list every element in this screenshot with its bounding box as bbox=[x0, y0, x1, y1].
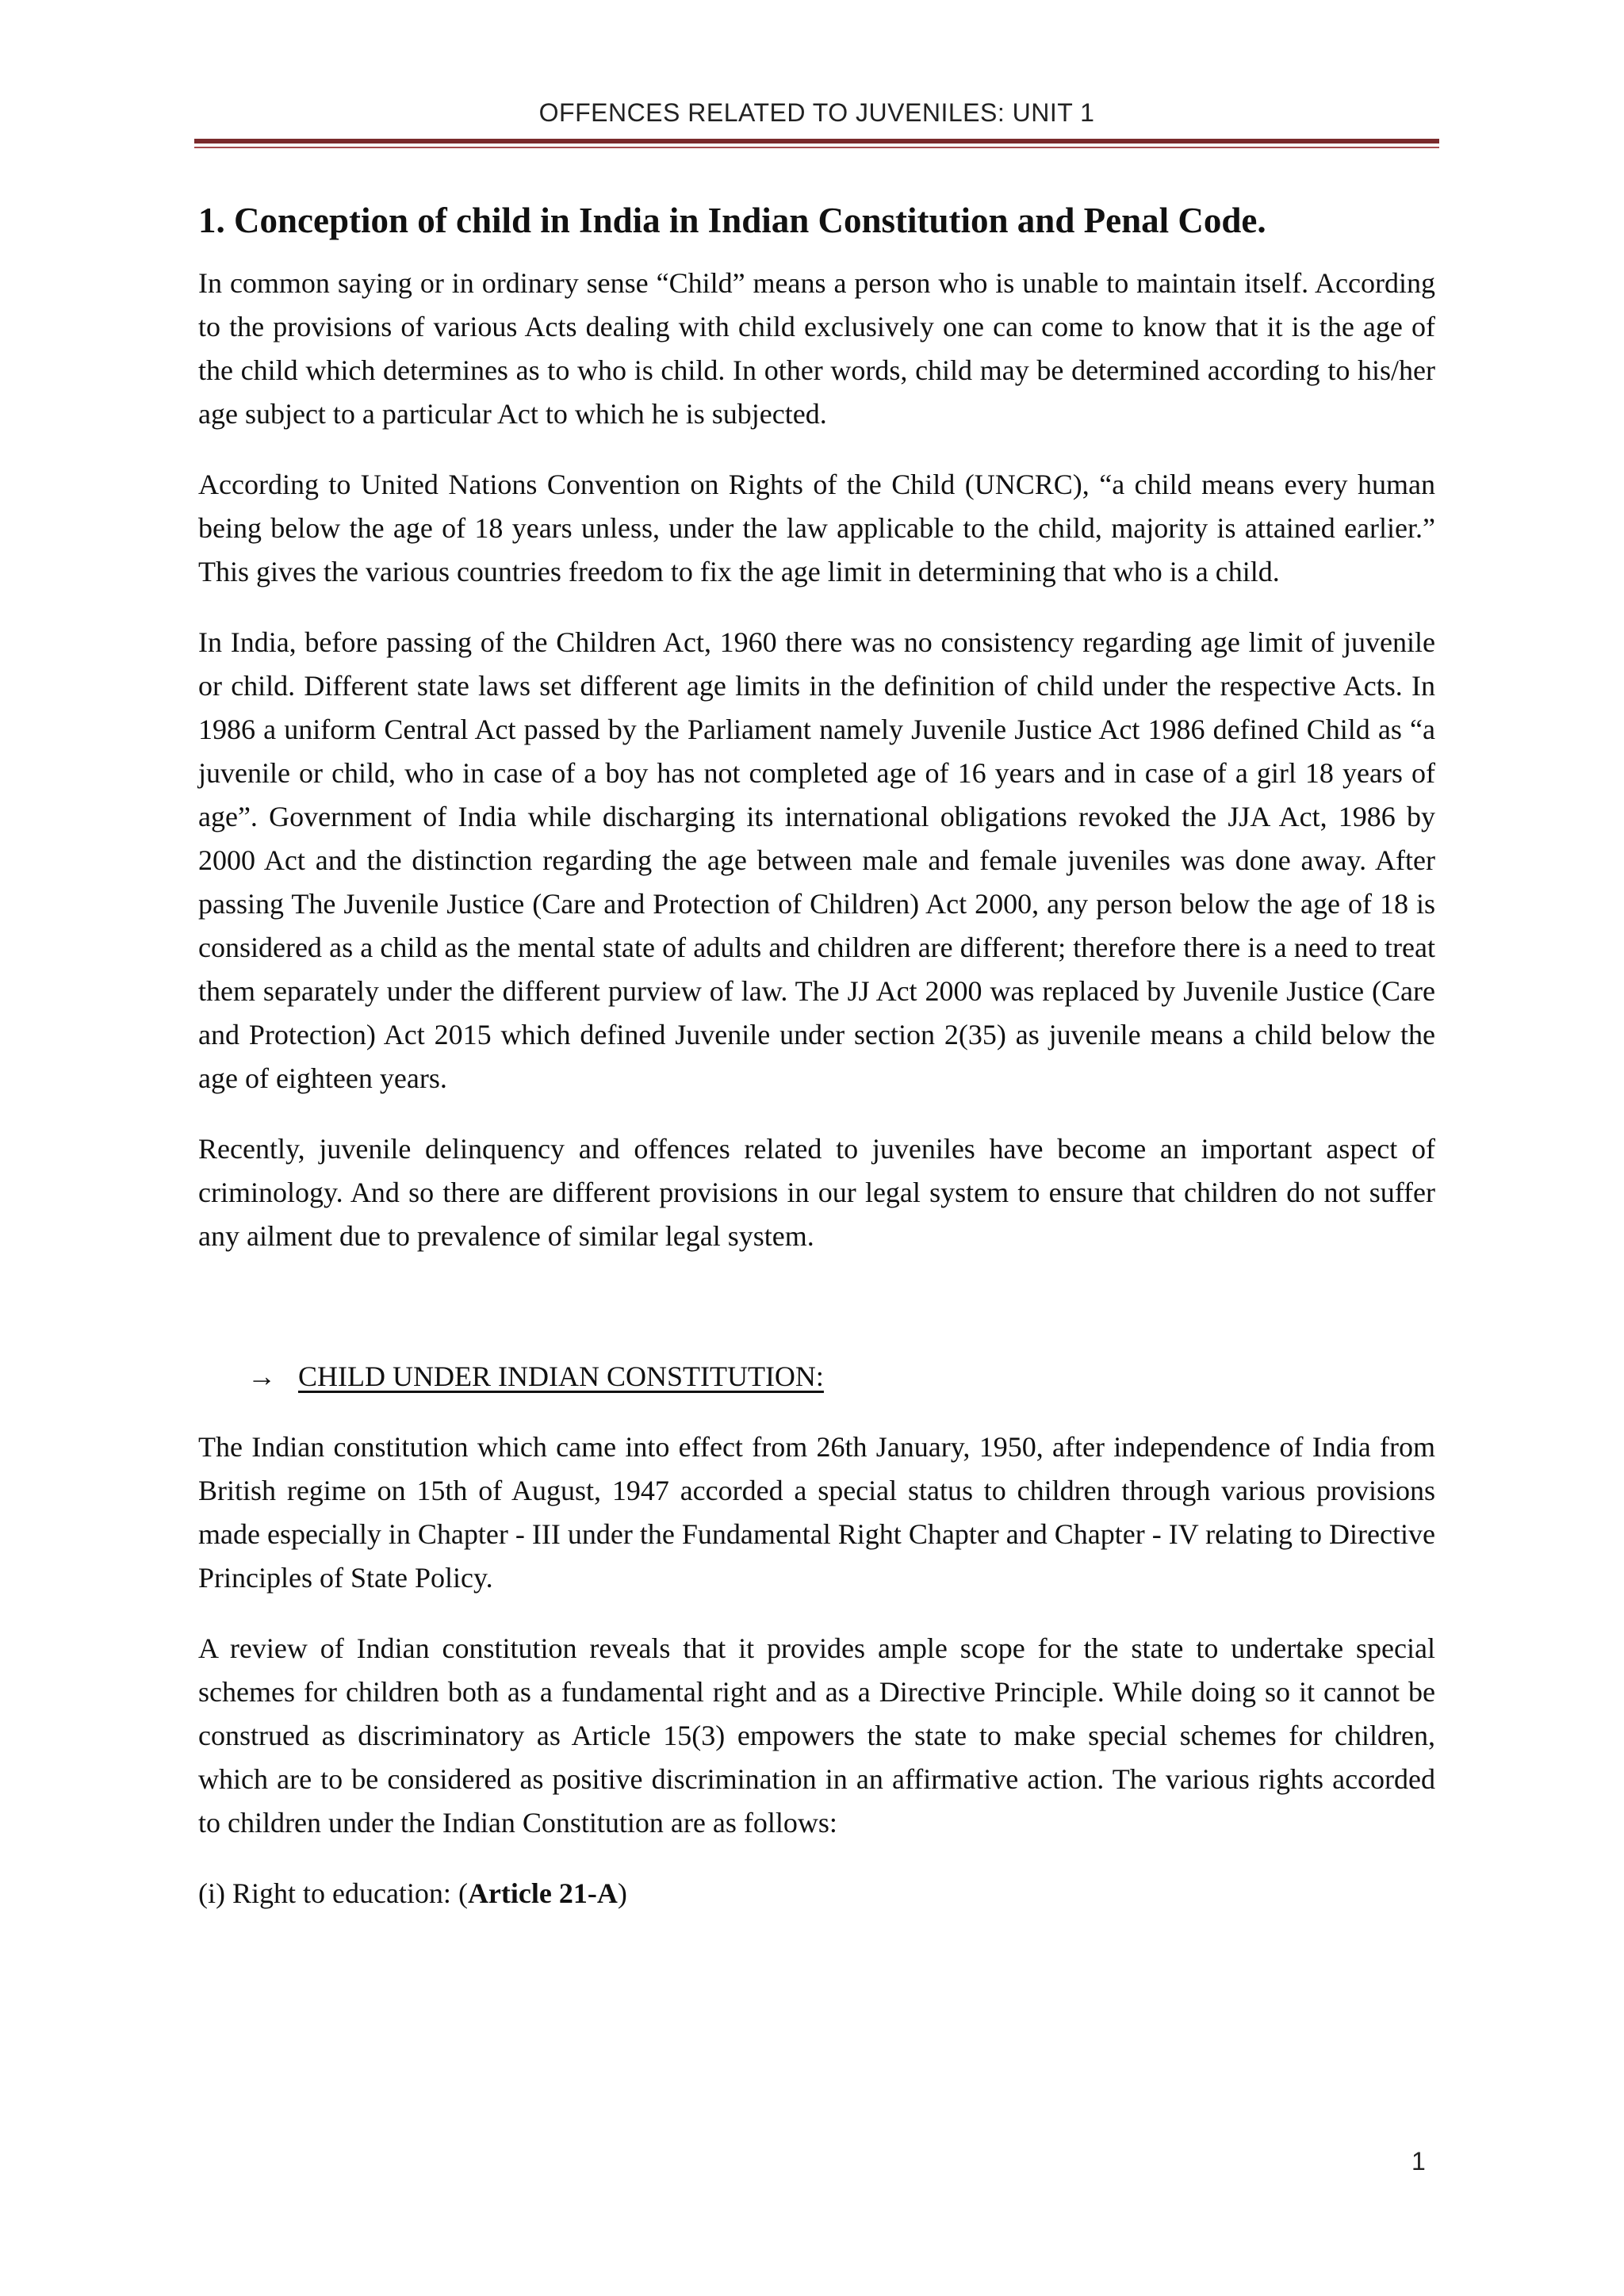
article-reference: Article 21-A bbox=[467, 1877, 618, 1909]
paragraph-constitution-review: A review of Indian constitution reveals that it provides ample scope for the state to undertake special schemes for children both as a fundamental right and as a Directive Principle. While doing so it cannot be construed as discriminatory as Article 15(3) empowers the state to make special schemes for children, which are to be considered as positive discrimination in an affirmative action. The various rights accorded to children under the Indian Constitution are as follows: bbox=[198, 1632, 1435, 1839]
paragraph-constitution-intro: The Indian constitution which came into effect from 26th January, 1950, after independence of India from British regime on 15th of August, 1947 accorded a special status to children through various provisions made especially in Chapter - III under the Fundamental Right Chapter and Chapter - IV relating to Directive Principles of State Policy. bbox=[198, 1431, 1435, 1594]
section-heading-label: CHILD UNDER INDIAN CONSTITUTION: bbox=[298, 1360, 824, 1392]
paragraph-uncrc: According to United Nations Convention on Rights of the Child (UNCRC), “a child means every human being below the age of 18 years unless, under the law applicable to the child, majority is attained earlier.” This gives the various countries freedom to fix the age limit in determining that who is a child. bbox=[198, 469, 1435, 587]
document-title: 1. Conception of child in India in Indian Constitution and Penal Code. bbox=[198, 201, 1266, 240]
list-item-suffix: ) bbox=[617, 1877, 627, 1909]
header-rule-thin bbox=[194, 147, 1439, 148]
running-header: OFFENCES RELATED TO JUVENILES: UNIT 1 bbox=[538, 98, 1095, 127]
header-rule-thick bbox=[194, 139, 1439, 144]
arrow-right-icon: → bbox=[247, 1360, 276, 1392]
list-item-prefix: (i) Right to education: ( bbox=[198, 1877, 468, 1909]
document-body bbox=[198, 197, 1435, 1942]
paragraph-recent: Recently, juvenile delinquency and offences related to juveniles have become an important aspect of criminology. And so there are different provisions in our legal system to ensure that children do not suffer any ailment due to prevalence of similar legal system. bbox=[198, 1133, 1435, 1252]
section-heading bbox=[198, 1355, 1435, 1399]
page-number: 1 bbox=[1411, 2147, 1426, 2175]
paragraph-india-history: In India, before passing of the Children Act, 1960 there was no consistency regarding age limit of juvenile or child. Different state laws set different age limits in the definition of child under the respective Acts. In 1986 a uniform Central Act passed by the Parliament namely Juvenile Justice Act 1986 defined Child as “a juvenile or child, who in case of a boy has not completed age of 16 years and in case of a girl 18 years of age”. Government of India while discharging its international obligations revoked the JJA Act, 1986 by 2000 Act and the distinction regarding the age between male and female juveniles was done away. After passing The Juvenile Justice (Care and Protection of Children) Act 2000, any person below the age of 18 is considered as a child as the mental state of adults and children are different; therefore there is a need to treat them separately under the different purview of law. The JJ Act 2000 was replaced by Juvenile Justice (Care and Protection) Act 2015 which defined Juvenile under section 2(35) as juvenile means a child below the age of eighteen years. bbox=[198, 626, 1435, 1094]
list-item-right-to-education bbox=[198, 1872, 1435, 1915]
paragraph-child-definition: In common saying or in ordinary sense “Child” means a person who is unable to maintain itself. According to the provisions of various Acts dealing with child exclusively one can come to know that it is the age of the child which determines as to who is child. In other words, child may be determined according to his/her age subject to a particular Act to which he is subjected. bbox=[198, 267, 1435, 430]
